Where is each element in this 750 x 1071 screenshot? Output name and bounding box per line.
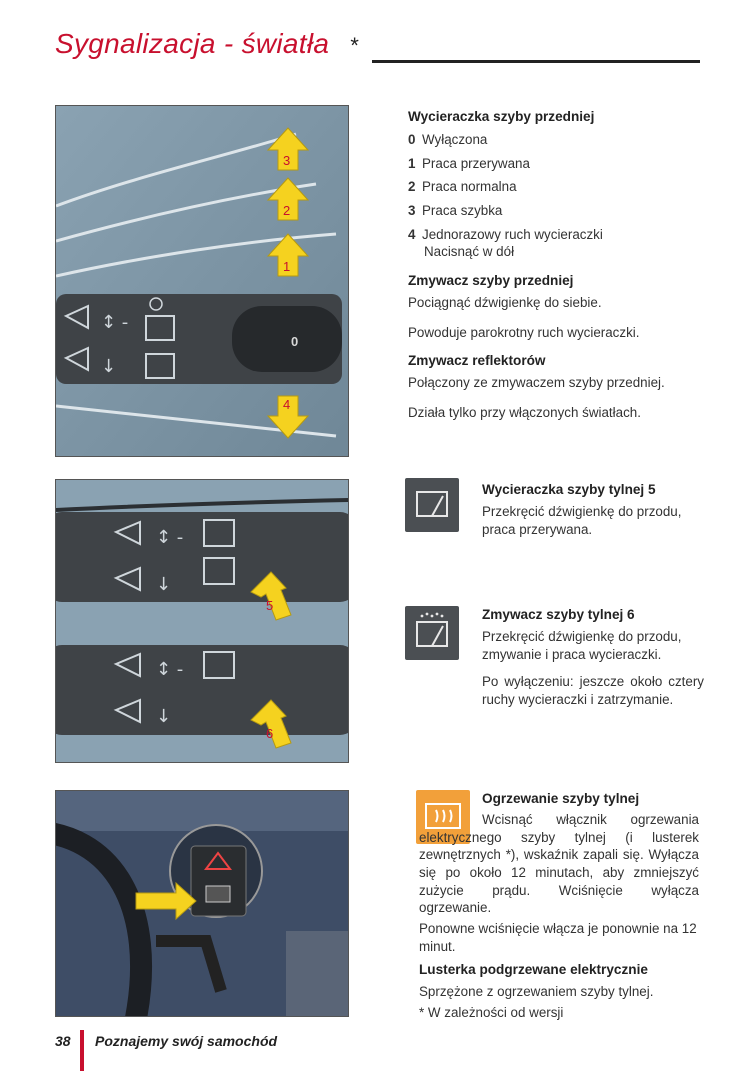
position-1-label: 1 xyxy=(283,259,291,274)
rear-heating-heading: Ogrzewanie szyby tylnej xyxy=(482,791,640,806)
footer-section-title: Poznajemy swój samochód xyxy=(95,1033,278,1049)
headlamp-washer-heading: Zmywacz reflektorów xyxy=(408,353,546,368)
headlamp-washer-section xyxy=(408,352,708,421)
wiper-position-row xyxy=(408,155,708,173)
rear-washer-text: Przekręcić dźwigienkę do przodu, zmywanie i praca wycieraczki. xyxy=(482,628,682,662)
position-number: 4 xyxy=(408,226,416,242)
position-2-label: 2 xyxy=(283,203,291,218)
heated-mirrors-text: Sprzężone z ogrzewaniem szyby tylnej. xyxy=(419,984,654,999)
position-4-extra: Nacisnąć w dół xyxy=(424,244,515,260)
footer-bar xyxy=(80,1030,84,1071)
rear-wiper-text: Przekręcić dźwigienkę do przodu, praca przerywana. xyxy=(482,503,682,537)
position-5-label: 5 xyxy=(266,598,274,613)
wiper-position-row xyxy=(408,202,708,220)
rear-wiper-icon xyxy=(405,478,459,532)
front-washer-line2: Powoduje parokrotny ruch wycieraczki. xyxy=(408,324,640,340)
position-label: Praca normalna xyxy=(422,179,517,195)
position-label: Praca szybka xyxy=(422,203,503,218)
page-number: 38 xyxy=(55,1033,71,1049)
position-number: 0 xyxy=(408,131,416,147)
front-wiper-heading: Wycieraczka szyby przedniej xyxy=(408,109,595,124)
rear-wiper-ring-photo xyxy=(55,479,349,763)
position-label: Jednorazowy ruch wycieraczki xyxy=(422,226,603,242)
wiper-position-row xyxy=(408,131,708,149)
rear-washer-section xyxy=(482,606,704,709)
svg-text:↓: ↓ xyxy=(101,356,117,377)
svg-text:↓: ↓ xyxy=(156,574,172,595)
position-number: 3 xyxy=(408,203,416,218)
svg-text:↕ -: ↕ - xyxy=(156,527,184,548)
rear-heating-text: Wcisnąć włącznik ogrzewania elektrycznego szyby tylnej (i lusterek zewnętrznych *), wskaźnik zapali się. Wyłącza się po około 12 minutach, aby zmniejszyć zużycie prądu. Wciśnięcie wyłącza ogrzewanie. xyxy=(419,812,699,916)
headlamp-washer-line2: Działa tylko przy włączonych światłach. xyxy=(408,404,641,420)
headlamp-washer-line1: Połączony ze zmywaczem szyby przedniej. xyxy=(408,374,665,390)
heated-mirrors-heading: Lusterka podgrzewane elektrycznie xyxy=(419,962,648,977)
position-number: 2 xyxy=(408,179,416,195)
position-3-label: 3 xyxy=(283,153,291,168)
rear-washer-heading: Zmywacz szyby tylnej 6 xyxy=(482,607,635,622)
position-number: 1 xyxy=(408,155,416,171)
position-4-label: 4 xyxy=(283,397,291,412)
wiper-position-row xyxy=(408,226,708,244)
position-label: Wyłączona xyxy=(422,131,488,147)
position-label: Praca przerywana xyxy=(422,155,530,171)
rear-washer-after: Po wyłączeniu: jeszcze około cztery ruchy wycieraczki i zatrzymanie. xyxy=(482,674,704,707)
rear-heating-again: Ponowne wciśnięcie włącza je ponownie na 12 minut. xyxy=(419,921,697,954)
svg-text:↕ -: ↕ - xyxy=(101,312,129,333)
version-note: * W zależności od wersji xyxy=(419,1005,564,1020)
rear-heating-switch-photo xyxy=(55,790,349,1017)
front-washer-section xyxy=(408,272,708,341)
title-rule xyxy=(372,60,700,63)
front-washer-line1: Pociągnąć dźwigienkę do siebie. xyxy=(408,294,602,310)
title-star: * xyxy=(349,33,359,58)
rear-wiper-heading: Wycieraczka szyby tylnej 5 xyxy=(482,482,656,497)
wiper-stalk-photo xyxy=(55,105,349,457)
page-title xyxy=(55,28,358,60)
svg-text:↕ -: ↕ - xyxy=(156,659,184,680)
title-text: Sygnalizacja - światła xyxy=(55,28,330,59)
position-0-label: 0 xyxy=(291,334,299,349)
rear-washer-icon xyxy=(405,606,459,660)
rear-wiper-symbol xyxy=(405,478,459,532)
wiper-position-row xyxy=(408,178,708,196)
svg-text:↓: ↓ xyxy=(156,706,172,727)
rear-wiper-section xyxy=(482,481,704,538)
position-6-label: 6 xyxy=(266,726,274,741)
front-wiper-section xyxy=(408,108,708,261)
rear-washer-symbol xyxy=(405,606,459,660)
front-washer-heading: Zmywacz szyby przedniej xyxy=(408,273,574,288)
